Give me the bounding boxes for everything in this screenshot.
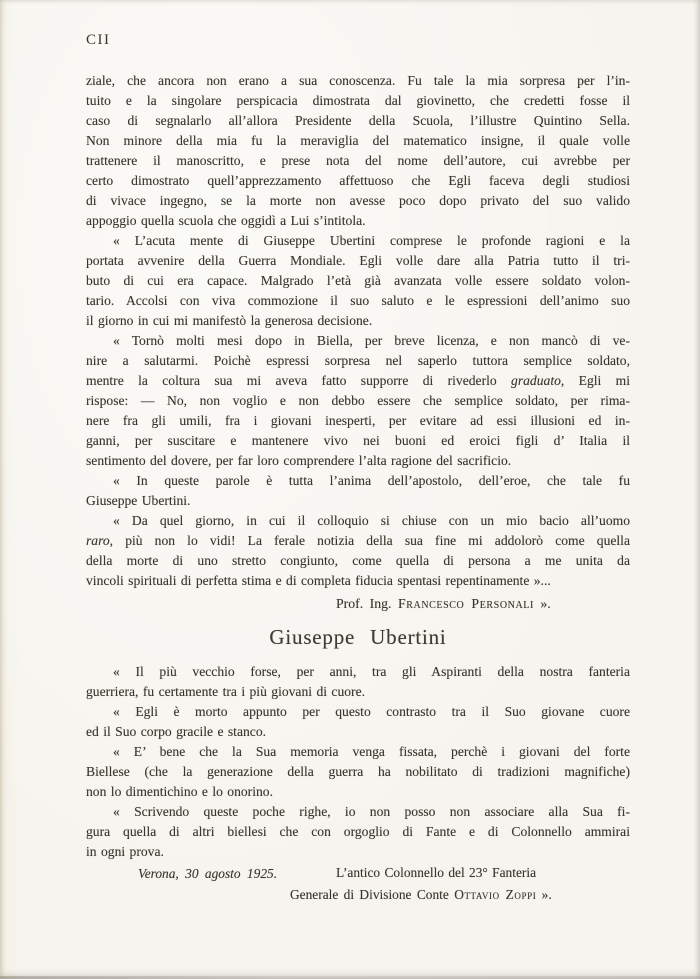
text-line: raro, più non lo vidi! La ferale notizia della sua fine mi addolorò come quella [86,533,630,548]
text-line: non lo dimentichino e lo onorino. [86,784,273,799]
text-line: in ogni prova. [86,844,164,859]
text-line: « Da quel giorno, in cui il colloquio si chiuse con un mio bacio all’uomo [113,513,630,528]
text-line: appoggio quella scuola che oggidì a Lui s’intitola. [86,213,366,228]
body-section-memoir [86,71,630,591]
text-line: Non minore della mia fu la meraviglia del matematico insigne, il quale volle [86,133,630,148]
text-line: ziale, che ancora non erano a sua conoscenza. Fu tale la mia sorpresa per l’in- [86,73,630,88]
text-line: « Tornò molti mesi dopo in Biella, per breve licenza, e non mancò di ve- [113,333,630,348]
text-line: portata avvenire della Guerra Mondiale. Egli volle dare alla Patria tutto il tri- [86,253,630,268]
text-line: tario. Accolsi con viva commozione il suo saluto e le espressioni dell’animo suo [86,293,630,308]
text-block [86,30,630,913]
text-line: certo dimostrato quell’apprezzamento affettuoso che Egli faceva degli studiosi [86,173,630,188]
text-line: « In queste parole è tutta l’anima dell’apostolo, dell’eroe, che tale fu [113,473,630,488]
text-line: di vivace ingegno, se la morte non avesse poco dopo privato del suo valido [86,193,630,208]
text-line: il giorno in cui mi manifestò la generosa decisione. [86,313,373,328]
text-line: « Il più vecchio forse, per anni, tra gli Aspiranti della nostra fanteria [113,664,630,679]
text-line: vincoli spirituali di perfetta stima e di completa fiducia spentasi repentinamente »... [86,573,551,588]
text-line: trattenere il manoscritto, e prese nota del nome dell’autore, cui avrebbe per [86,153,630,168]
text-line: Giuseppe Ubertini. [86,493,191,508]
text-line: buto di cui era capace. Malgrado l’età già avanzata volle essere soldato volon- [86,273,630,288]
body-section-tribute [86,662,630,862]
text-line: della morte di uno stretto congiunto, come quella di persona a me unita da [86,553,630,568]
text-line: guerriera, fu certamente tra i più giovani di cuore. [86,684,365,699]
page-number: CII [86,32,111,48]
text-line: nire a salutarmi. Poichè espressi sorpresa nel saperlo tuttora semplice soldato, [86,353,630,368]
text-line: rispose: — No, non voglio e non debbo essere che semplice soldato, per rima- [86,393,630,408]
text-line: tuito e la singolare perspicacia dimostrata dal giovinetto, che credetti fosse il [86,93,630,108]
text-line: « E’ bene che la Sua memoria venga fissata, perchè i giovani del forte [113,744,630,759]
footer-signature-line: Generale di Divisione Conte Ottavio Zoppi ». [290,887,552,902]
text-line: Biellese (che la generazione della guerra ha nobilitato di tradizioni magnifiche) [86,764,630,779]
text-line: « Scrivendo queste poche righe, io non posso non associare alla Sua fi- [113,804,630,819]
text-line: « L’acuta mente di Giuseppe Ubertini comprese le profonde ragioni e la [113,233,630,248]
text-line: gura quella di altri biellesi che con orgoglio di Fante e di Colonnello ammirai [86,824,630,839]
text-line: sentimento del dovere, per far loro comprendere l’alta ragione del sacrificio. [86,453,512,468]
text-line: caso di segnalarlo all’allora Presidente della Scuola, l’illustre Quintino Sella. [86,113,630,128]
footer-block [86,865,630,913]
text-line: ganni, per suscitare e mantenere vivo nei buoni ed eroici figli d’ Italia il [86,433,630,448]
text-line: ed il Suo corpo gracile e stanco. [86,724,267,739]
text-line: « Egli è morto appunto per questo contrasto tra il Suo giovane cuore [113,704,630,719]
signature-line: Prof. Ing. Francesco Personali ». [336,596,551,611]
text-line: mentre la coltura sua mi aveva fatto supporre di rivederlo graduato, Egli mi [86,373,630,388]
section-heading: Giuseppe Ubertini [269,625,447,649]
text-line: nere fra gli umili, fra i giovani inesperti, per evitare ad essi illusioni ed in- [86,413,630,428]
footer-place-date: Verona, 30 agosto 1925. [138,866,278,881]
footer-role-line: L’antico Colonnello del 23° Fanteria [336,865,537,880]
